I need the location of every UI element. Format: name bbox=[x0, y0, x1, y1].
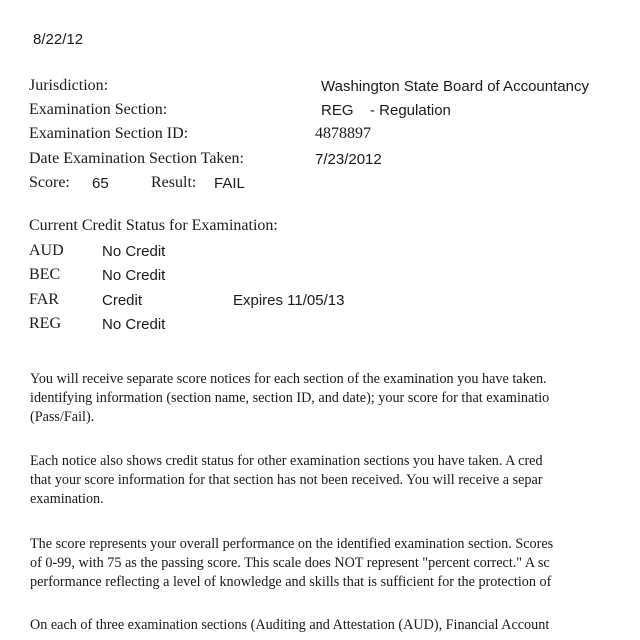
paragraph-credit-status bbox=[30, 452, 640, 509]
credit-row-section: BEC bbox=[29, 266, 61, 283]
section-id-value: 4878897 bbox=[315, 125, 371, 142]
exam-section-name: - Regulation bbox=[370, 102, 451, 119]
paragraph-exam-sections bbox=[30, 616, 640, 635]
credit-row-status: No Credit bbox=[102, 267, 166, 284]
credit-row-status: No Credit bbox=[102, 316, 166, 333]
paragraph-line: The score represents your overall performance on the identified examination section. Scores bbox=[30, 536, 554, 552]
date-taken-value: 7/23/2012 bbox=[315, 151, 382, 168]
credit-row-status: No Credit bbox=[102, 243, 166, 260]
jurisdiction-value: Washington State Board of Accountancy bbox=[321, 78, 589, 95]
jurisdiction-label: Jurisdiction: bbox=[29, 77, 109, 94]
result-label: Result: bbox=[151, 174, 197, 191]
credit-row-status: Credit bbox=[102, 292, 143, 309]
credit-row-section: REG bbox=[29, 315, 61, 332]
credit-row-section: AUD bbox=[29, 242, 64, 259]
score-label: Score: bbox=[29, 174, 70, 191]
paragraph-line: (Pass/Fail). bbox=[30, 409, 95, 425]
paragraph-line: identifying information (section name, section ID, and date); your score for that examinatio bbox=[30, 390, 550, 406]
paragraph-line: performance reflecting a level of knowledge and skills that is sufficient for the protection of bbox=[30, 574, 552, 590]
paragraph-line: of 0-99, with 75 as the passing score. This scale does NOT represent "percent correct." A sc bbox=[30, 555, 550, 571]
paragraph-line: that your score information for that section has not been received. You will receive a separ bbox=[30, 472, 543, 488]
section-id-label: Examination Section ID: bbox=[29, 125, 189, 142]
paragraph-line: On each of three examination sections (Auditing and Attestation (AUD), Financial Account bbox=[30, 617, 550, 633]
date-taken-label: Date Examination Section Taken: bbox=[29, 150, 244, 167]
exam-section-label: Examination Section: bbox=[29, 101, 168, 118]
credit-row-section: FAR bbox=[29, 291, 59, 308]
credit-status-heading: Current Credit Status for Examination: bbox=[29, 217, 278, 234]
exam-section-code: REG bbox=[321, 102, 354, 119]
notice-date: 8/22/12 bbox=[33, 31, 84, 48]
paragraph-line: examination. bbox=[30, 491, 104, 507]
paragraph-line: Each notice also shows credit status for other examination sections you have taken. A cred bbox=[30, 453, 543, 469]
result-value: FAIL bbox=[214, 175, 245, 192]
paragraph-score-meaning bbox=[30, 535, 640, 592]
score-value: 65 bbox=[92, 175, 109, 192]
credit-row-expires: Expires 11/05/13 bbox=[233, 292, 345, 309]
paragraph-score-notices bbox=[30, 370, 640, 427]
paragraph-line: You will receive separate score notices for each section of the examination you have taken. bbox=[30, 371, 547, 387]
